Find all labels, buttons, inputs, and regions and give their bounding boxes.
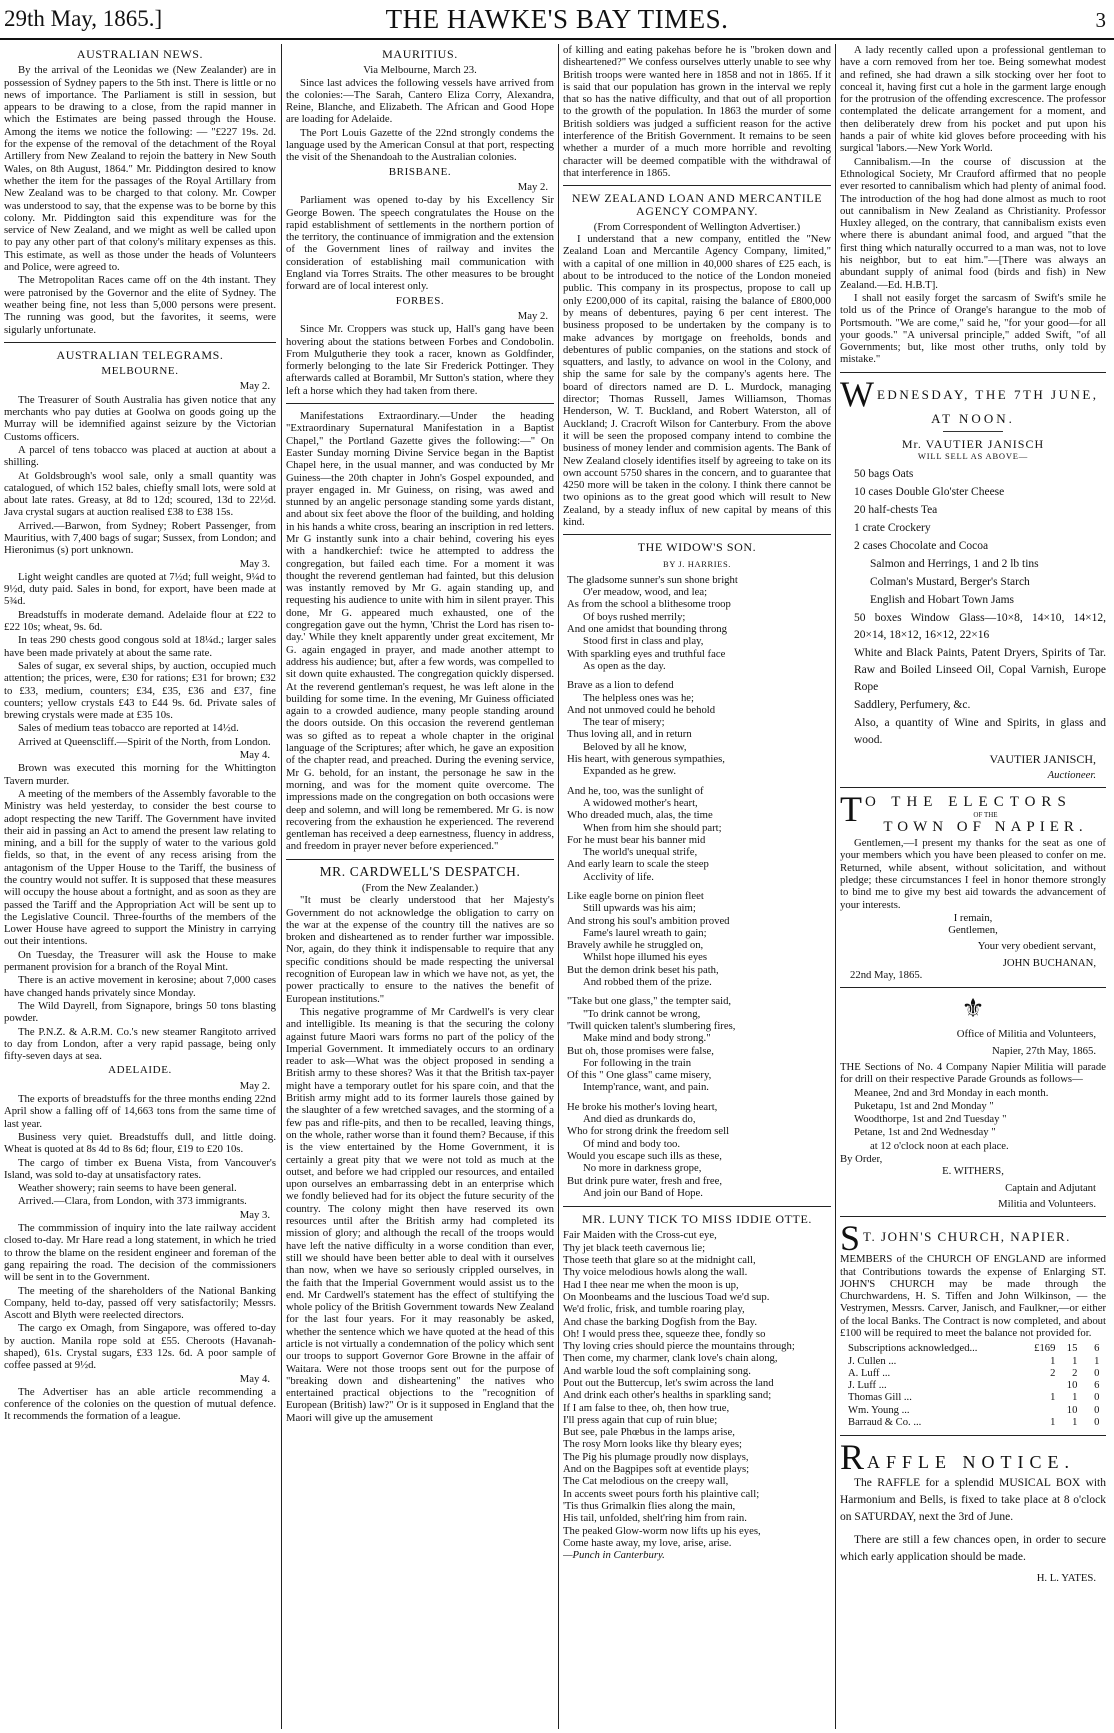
table-cell: 0 bbox=[1094, 1392, 1100, 1404]
ad-title: AFFLE NOTICE. bbox=[867, 1452, 1076, 1473]
poem-line: And he, too, was the sunlight of bbox=[567, 784, 704, 797]
table-cell: 0 bbox=[1094, 1417, 1100, 1429]
paragraph: Manifestations Extraordinary.—Under the heading "Extraordinary Supernatural Manifestation in a Baptist Chapel," the Portland Gazette gives the following:—" On Easter Sunday morning Divine Service began in the Baptist Chapel here, in the usual manner, and was conducted by Mr Guiness—the 20th chapter in John's Gospel expounded, and prayer engaged in. Mr Guiness, on rising, was awed and stunned by an angelic personage standing some yards distant, and about six feet above the floor of the building, and holding in his hands a white cross, bearing an inscription in red letters. Mr G instantly sunk into a chair behind, covering his eyes with a handkerchief: twice he attempted to address the congregation, but failed each time. For a moment it was thought the reverend gentleman had fainted, but this delusion was instantly removed by Mr G. again standing up, and requesting his audience to unite with him in silent prayer. This done, Mr G. appeared much exhausted, one of the congregation gave out the hymn, 'Christ the Lord has risen to-day.' While they knelt apparently under great excitement, Mr G. again engaged in prayer, and made another attempt to address his audience; but, after a few words, was compelled to sit down quite exhausted. The congregation quickly dispersed. At the reverend gentleman's request, he was left alone in the building for some time. In the evening, Mr Guiness officiated again to a crowded audience, many people standing around the doors outside. On this occasion the reverend gentleman was so gifted as to repeat a whole chapter in the original language of the Scriptures; after which, he gave an exposition of the chapter read, and preached. During the evening service, Mr G. behold, for an instant, the personage he saw in the morning, and was for the moment quite overcome. The impressions made on the congregation on both occasions were deep and solemn, and will long be remembered. Mr G. is now recovering from the exhaustion he experienced. The reverend gentleman has received a deep earnestness, fluency in address, and freedom in prayer never before experienced." bbox=[286, 410, 554, 853]
poem-line: Still upwards was his aim; bbox=[583, 902, 696, 915]
paragraph: On Tuesday, the Treasurer will ask the House to make permanent provision for a branch of the Royal Mint. bbox=[4, 948, 276, 974]
ad-subtitle: OF THE bbox=[973, 810, 998, 819]
column-4 bbox=[840, 44, 1106, 1729]
poem-line: Come haste away, my love, arise, arise. bbox=[563, 1536, 732, 1549]
poem-line: And early learn to scale the steep bbox=[567, 858, 709, 871]
ad-date: 22nd May, 1865. bbox=[850, 969, 923, 982]
paragraph: The RAFFLE for a splendid MUSICAL BOX with Harmonium and Bells, is fixed to take place at 8 o'clock on SATURDAY, next the 3rd of June. bbox=[840, 1476, 1106, 1523]
paragraph: Parliament was opened to-day by his Excellency Sir George Bowen. The speech congratulates the House on the rapid establishment of settlements in the northern portion of the territory, the continuance of immigration and the extension of the Government lines of railway and invites the consideration of establishing mail communication with England via Torres Straits. The other measures to be brought forward are of local interest only. bbox=[286, 194, 554, 293]
paragraph: of killing and eating pakehas before he is "broken down and disheartened?" We confess ourselves utterly unable to see why British troops were wanted here in 1858 and not in 1865. If it is said that our population has grown in the interval we reply that so has the native difficulty, and that out of all proportion to the growth of the population. In 1863 the murder of some British soldiers was judged a sufficient reason for the active interference of the British Government. It remains to be seen whether a murder of a much more horrible and revolting character will be deemed compatible with the withdrawal of that interference in 1865. bbox=[563, 44, 831, 179]
royal-crest-icon: ⚜ bbox=[961, 994, 985, 1024]
table-row bbox=[846, 1368, 1101, 1380]
table-cell: 10 bbox=[1066, 1404, 1078, 1416]
poem-line: The gladsome sunner's sun shone bright bbox=[567, 573, 738, 586]
list-item: Puketapu, 1st and 2nd Monday " bbox=[854, 1099, 994, 1112]
poem-attribution: —Punch in Canterbury. bbox=[563, 1549, 665, 1562]
drop-cap: W bbox=[840, 378, 874, 409]
paragraph: The exports of breadstuffs for the three months ending 22nd April show a falling off of 14,663 tons from the same time of last year. bbox=[4, 1093, 276, 1130]
list-item: 50 boxes Window Glass—10×8, 14×10, 14×12, 20×14, 18×12, 16×12, 22×16 bbox=[854, 611, 1106, 641]
table-cell: 1 bbox=[1050, 1355, 1056, 1367]
paragraph: The Wild Dayrell, from Signapore, brings 50 tons blasting powder. bbox=[4, 999, 276, 1025]
divider bbox=[4, 342, 276, 343]
ad-date: Napier, 27th May, 1865. bbox=[992, 1044, 1096, 1057]
poem-line: Of this " One glass" came misery, bbox=[567, 1069, 712, 1082]
poem-title: THE WIDOW'S SON. bbox=[637, 540, 757, 555]
table-cell: Subscriptions acknowledged... bbox=[848, 1343, 978, 1355]
paragraph: Weather showery; rain seems to have been general. bbox=[18, 1182, 237, 1195]
paragraph: Since Mr. Croppers was stuck up, Hall's gang have been hovering about the stations between Forbes and Condobolin. From Mulgutherie they took a racer, known as Goldfinder, formerly belonging to the late Sir Frederick Pottinger. They afterwards called at Borambil, Mr Sutton's station, where they left a horse which they had taken from there. bbox=[286, 323, 554, 397]
table-cell: Thomas Gill ... bbox=[848, 1392, 912, 1404]
dateline: May 2. bbox=[239, 1079, 270, 1092]
table-row bbox=[846, 1405, 1101, 1417]
poem-line: "Take but one glass," the tempter said, bbox=[567, 995, 732, 1008]
section-heading: NEW ZEALAND LOAN AND MERCANTILE AGENCY COMPANY. bbox=[571, 191, 823, 218]
source-line: (From the New Zealander.) bbox=[361, 882, 479, 894]
paragraph: In teas 290 chests good congous sold at 18¼d.; larger sales have been made privately at about the same rate. bbox=[4, 634, 276, 659]
poem-line: Expanded as he grew. bbox=[583, 765, 677, 778]
newspaper-title: THE HAWKE'S BAY TIMES. bbox=[385, 4, 729, 34]
drop-cap: T bbox=[840, 794, 862, 830]
table-cell: 15 bbox=[1066, 1343, 1078, 1355]
poem-line: Of mind and body too. bbox=[583, 1137, 681, 1150]
poem-line: Thy voice melodious howls along the wall. bbox=[563, 1266, 748, 1279]
poem-line: Acclivity of life. bbox=[583, 870, 654, 883]
paragraph: Light weight candles are quoted at 7½d; full weight, 9¼d to 9½d, duty paid. Sales in bond, for export, have been made at 5¾d. bbox=[4, 570, 276, 608]
poem-line: 'Twill quicken talent's slumbering fires, bbox=[567, 1019, 736, 1032]
paragraph: A lady recently called upon a professional gentleman to have a corn removed from her toe. Being somewhat modest and refined, she had drawn a silk stocking over her foot to conceal it, having first cut a hole in the garment large enough for the protrusion of the offending excrescence. The professor contemplated the delicate arrangement for a moment, and then deliberately drew from his pocket and put upon his hands a pair of white kid gloves before proceeding with his surgical 'labors.—New York World. bbox=[840, 44, 1106, 155]
poem-line: Those teeth that glare so at the midnight call, bbox=[563, 1254, 756, 1267]
office-line: Office of Militia and Volunteers, bbox=[956, 1028, 1096, 1041]
poem-line: With sparkling eyes and truthful face bbox=[567, 647, 726, 660]
poem-line: But the demon drink beset his path, bbox=[567, 963, 719, 976]
poem-line: I'll press again that cup of ruin blue; bbox=[563, 1413, 718, 1426]
paragraph: The cargo ex Omagh, from Singapore, was offered to-day by auction. Manila rope sold at £55. Cheroots (Havanah-shaped), 61s. Crystal sugars, £33 12s. 6d. A poor sample of coffee passed at 9½d. bbox=[4, 1322, 276, 1372]
closing: Gentlemen, bbox=[948, 924, 998, 937]
poem-line: As from the school a blithesome troop bbox=[567, 598, 731, 611]
item-list bbox=[840, 466, 1106, 749]
poem-line: Of boys rushed merrily; bbox=[583, 610, 686, 623]
page-number: 3 bbox=[1095, 8, 1106, 32]
paragraph: By the arrival of the Leonidas we (New Zealander) are in possession of Sydney papers to the 5th inst. There is little or no news of importance. The Parliament is still in session, but appears to be drawing to a close, from the rapid manner in which the Estimates are being passed through the House. Among the items we notice the following: — "£227 19s. 2d. for the expense of the removal of the detachment of the Royal Artillery from New Zealand to rejoin the battery in New South Wales, on 8th August, 1864." Mr. Piddington desired to know whether the item for the passages of the Royal Artillary from New Zealand was to be charged to that colony. Mr. Cowper was understood to say, that the expense was to be borne by this colony. Mr. Piddington said this expenditure was for the service of New Zealand, and we might as well be called upon to pay any other part of that colony's military expenses as this. This estimate, as well as those under the heads of Volunteers and Police, were agreed to. bbox=[4, 64, 276, 274]
list-item: Salmon and Herrings, 1 and 2 lb tins bbox=[870, 557, 1039, 570]
signature: E. WITHERS, bbox=[942, 1165, 1004, 1178]
poem-line: Who dreaded much, alas, the time bbox=[567, 809, 713, 822]
closing: I remain, bbox=[953, 911, 993, 924]
paragraph: THE Sections of No. 4 Company Napier Militia will parade for drill on their respective Parade Grounds as follows— bbox=[840, 1060, 1106, 1086]
paragraph: The cargo of timber ex Buena Vista, from Vancouver's Island, was sold to-day at unsatisfactory rates. bbox=[4, 1156, 276, 1181]
closing: By Order, bbox=[840, 1153, 883, 1166]
dateline: May 4. bbox=[239, 749, 270, 762]
divider bbox=[563, 1206, 831, 1207]
list-item: Meanee, 2nd and 3rd Monday in each month. bbox=[854, 1086, 1049, 1099]
column-3 bbox=[563, 44, 831, 1729]
table-cell: 1 bbox=[1050, 1417, 1056, 1429]
dateline: May 4. bbox=[239, 1372, 270, 1385]
paragraph: At Goldsbrough's wool sale, only a small quantity was catalogued, of which 152 bales, chiefly small lots, were sold at about late rates. Greasy, at 8d to 12d; scoured, 13d to 22½d. Java crystal sugars at auction realised £38 to £38 15s. bbox=[4, 469, 276, 519]
paragraph: Sales of medium teas tobacco are reported at 14½d. bbox=[18, 722, 239, 735]
table-cell bbox=[1032, 1405, 1057, 1417]
paragraph: I understand that a new company, entitled the "New Zealand Loan and Mercantile Agency Company, limited," with a capital of one million in 40,000 shares of £25 each, is about to be introduced to the notice of the London moneied public. This company in its prospectus, propose to call up only £200,000 of its capital, raising the balance of £800,000 by means of debentures, paying 6 per cent interest. The business proposed to be undertaken by the company is to make advances by mortgage on freeholds, bonds and debentures of public companies, on the stations and stock of squatters, and lastly, to advance on wool in the Colony, and ship the same for sale by the company's agents here. The board of directors named are D. L. Murdock, managing director; Thomas Russell, James Williamson, Thomas Henderson, W. T. Buckland, and Robert Waterston, all of Auckland; J. Cracroft Wilson for Canterbury. From the above it will be seen the proposed company intend to combine the business of money lender and commision agents. The Bank of New Zealand closely identifies itself by agreeing to take on its own account 5750 shares in the concern, and to guarantee that 4250 more will be taken in the colony. I think there cannot be two opinions as to the great good which will result to New Zealand, by a steady influx of new capital by means of this kind. bbox=[563, 233, 831, 528]
list-item: English and Hobart Town Jams bbox=[870, 593, 1014, 606]
paragraph: Arrived.—Barwon, from Sydney; Robert Passenger, from Mauritius, with 7,400 bags of sugar; Sussex, from London; and Hieronimus (s) port unknown. bbox=[4, 519, 276, 557]
poem-line: And drink each other's healths in sparkling sand; bbox=[563, 1389, 772, 1402]
poem-line: The tear of misery; bbox=[583, 716, 665, 729]
poem-line: Brave as a lion to defend bbox=[567, 679, 674, 692]
table-row bbox=[846, 1380, 1101, 1392]
poem-line: The world's unequal strife, bbox=[583, 846, 698, 859]
divider bbox=[840, 1216, 1106, 1217]
table-cell: 1 bbox=[1094, 1355, 1100, 1367]
poem-line: Had I thee near me when the moon is up, bbox=[563, 1278, 739, 1291]
table-cell: 6 bbox=[1094, 1343, 1100, 1355]
table-cell: 2 bbox=[1050, 1367, 1056, 1379]
auctioneer-name: Mr. VAUTIER JANISCH bbox=[901, 437, 1045, 452]
poem-line: And died as drunkards do, bbox=[583, 1113, 696, 1126]
divider bbox=[563, 534, 831, 535]
table-cell: 10 bbox=[1066, 1380, 1078, 1392]
list-item: 50 bags Oats bbox=[854, 467, 914, 480]
table-cell: 0 bbox=[1094, 1367, 1100, 1379]
paragraph: There are still a few chances open, in order to secure which early application should be made. bbox=[840, 1533, 1106, 1563]
list-item: White and Black Paints, Patent Dryers, Spirits of Tar. Raw and Boiled Linseed Oil, Copal Varnish, Europe Rope bbox=[854, 646, 1106, 693]
paragraph: Arrived at Queenscliff.—Spirit of the North, from London. bbox=[18, 735, 271, 748]
poem-line: On Moonbeams and the luscious Toad we'd sup. bbox=[563, 1290, 770, 1303]
table-row bbox=[846, 1417, 1101, 1429]
poem-line: When from him she should part; bbox=[583, 821, 722, 834]
list-item: 10 cases Double Glo'ster Cheese bbox=[854, 485, 1005, 498]
paragraph: The Port Louis Gazette of the 22nd strongly condems the language used by the American Consul at that port, respecting the visit of the Shenandoah to the Australian colonies. bbox=[286, 126, 554, 164]
table-cell: £169 bbox=[1034, 1343, 1056, 1355]
list-item: Saddlery, Perfumery, &c. bbox=[854, 698, 971, 711]
poem-line: But drink pure water, fresh and free, bbox=[567, 1174, 723, 1187]
poem-line: Oh! I would press thee, squeeze thee, fondly so bbox=[563, 1327, 766, 1340]
ad-title: T. JOHN'S CHURCH, NAPIER. bbox=[863, 1229, 1071, 1245]
poem-line: Fame's laurel wreath to gain; bbox=[583, 926, 707, 939]
poem-line: And strong his soul's ambition proved bbox=[567, 914, 730, 927]
paragraph: A parcel of tens tobacco was placed at auction at about a shilling. bbox=[4, 443, 276, 469]
signature: JOHN BUCHANAN, bbox=[1002, 956, 1096, 969]
poem-stanza bbox=[567, 679, 831, 777]
poem bbox=[563, 1229, 831, 1549]
signature-role: Auctioneer. bbox=[1047, 768, 1096, 781]
subheading: MELBOURNE. bbox=[101, 365, 179, 378]
issue-date: 29th May, 1865.] bbox=[4, 6, 163, 31]
list-item: Woodthorpe, 1st and 2nd Tuesday " bbox=[854, 1113, 1007, 1126]
table-row bbox=[846, 1392, 1101, 1404]
poem-stanza bbox=[567, 1101, 831, 1199]
table-cell: Wm. Young ... bbox=[848, 1404, 910, 1416]
poem-line: And one amidst that bounding throng bbox=[567, 623, 727, 636]
poem-line: And chase the barking Dogfish from the Bay. bbox=[563, 1315, 758, 1328]
subheading: ADELAIDE. bbox=[108, 1064, 172, 1077]
electors-advertisement bbox=[840, 794, 1106, 981]
list-item: 1 crate Crockery bbox=[854, 521, 931, 534]
paragraph: Sales of sugar, ex several ships, by auction, occupied much attention; the prices, were, £30 for rations; £31 for brown; £32 to £33, medium, counters; £34, £35, £36 and £37, fine counters; yellow crystals £43 to £44 9s. 6d. Private sales of brewing crystals were made at £35 10s. bbox=[4, 659, 276, 722]
parade-schedule bbox=[840, 1087, 1106, 1152]
dateline: Via Melbourne, March 23. bbox=[363, 64, 477, 77]
list-item: Petane, 1st and 2nd Wednesday " bbox=[854, 1126, 996, 1139]
closing: Your very obedient servant, bbox=[977, 940, 1096, 953]
list-item: 20 half-chests Tea bbox=[854, 503, 938, 516]
paragraph: The Metropolitan Races came off on the 4th instant. They were patronised by the Governor and the elite of Sydney. The weather being fine, not less than 5,000 persons were present. The running was good, but the favorites, it seems, were sigularly unfortunate. bbox=[4, 274, 276, 336]
poem-line: And warble loud the soft complaining song. bbox=[563, 1364, 751, 1377]
poem-line: "To drink cannot be wrong, bbox=[583, 1007, 701, 1020]
poem-line: Thus loving all, and in return bbox=[567, 728, 692, 741]
table-cell bbox=[1032, 1380, 1057, 1392]
poem-line: Whilst hope illumed his eyes bbox=[583, 951, 708, 964]
divider bbox=[840, 787, 1106, 788]
list-item: Colman's Mustard, Berger's Starch bbox=[870, 575, 1030, 588]
poem-line: Pout out the Buttercup, let's swim across the land bbox=[563, 1376, 774, 1389]
section-heading: AUSTRALIAN TELEGRAMS. bbox=[56, 347, 224, 362]
drop-cap: R bbox=[840, 1442, 865, 1475]
poem-line: O'er meadow, wood, and lea; bbox=[583, 586, 708, 599]
poem-line: For he must bear his banner mid bbox=[567, 833, 706, 846]
dateline: May 3. bbox=[239, 1208, 270, 1221]
poem-line: As open as the day. bbox=[583, 659, 666, 672]
paragraph: The meeting of the shareholders of the National Banking Company, held to-day, passed off very satisfactorily; Messrs. Ascott and Blyth were reelected directors. bbox=[4, 1284, 276, 1322]
paragraph: I shall not easily forget the sarcasm of Swift's smile he told us of the Prince of Orange's harangue to the mob of Portsmouth. "We are come," said he, "for your good—for all your goods." "A universal principle," added Swift, "of all Governments; but, like most other truths, only told by mistake." bbox=[840, 291, 1106, 366]
section-heading: AUSTRALIAN NEWS. bbox=[76, 47, 204, 61]
divider bbox=[286, 403, 554, 404]
signature-role: Captain and Adjutant bbox=[1005, 1181, 1096, 1194]
poem-line: The rosy Morn looks like thy bleary eyes; bbox=[563, 1438, 742, 1451]
paragraph: Cannibalism.—In the course of discussion at the Ethnological Society, Mr Crauford affirmed that no people ever resorted to cannibalism which had plenty of animal food. The introduction of the hog had done almost as much to root out cannibalism in New Zealand as Christianity. Professor Huxley alleged, on the contrary, that cannibalism exists even where there is abundant animal food, and argued "that the first thing which naturally occurred to a man was, not to love his neighbor, but to eat him."—[There was always an abundant supply of animal food (birds and fish) in New Zealand.—Ed. H.B.T]. bbox=[840, 155, 1106, 291]
paragraph: Brown was executed this morning for the Whittington Tavern murder. bbox=[4, 762, 276, 787]
column-1 bbox=[4, 44, 276, 1729]
table-cell: 2 bbox=[1072, 1367, 1078, 1379]
poem-line: Bravely awhile he struggled on, bbox=[567, 939, 704, 952]
source-line: (From Correspondent of Wellington Advertiser.) bbox=[593, 220, 801, 233]
poem-line: And on the Bagpipes soft at eventide plays; bbox=[563, 1463, 750, 1476]
poem-line: We'd frolic, frisk, and tumble roaring play, bbox=[563, 1303, 745, 1316]
paragraph: The commmission of inquiry into the late railway accident closed to-day. Mr Hare read a long statement, in which he tried to throw the blame on the resident engineer and foreman of the gang repairing the road. The decision of the commissioners will be sent in to the Government. bbox=[4, 1222, 276, 1284]
table-cell: Barraud & Co. ... bbox=[848, 1417, 922, 1429]
poem-line: His heart, with generous sympathies, bbox=[567, 753, 725, 766]
poem-line: Like eagle borne on pinion fleet bbox=[567, 890, 704, 902]
raffle-advertisement bbox=[840, 1442, 1106, 1584]
poem-line: A widowed mother's heart, bbox=[583, 796, 698, 809]
poem-line: Then come, my charmer, clank love's chain along, bbox=[563, 1352, 778, 1365]
table-cell: 1 bbox=[1050, 1392, 1056, 1404]
ad-title: O THE ELECTORS bbox=[865, 794, 1072, 811]
poem bbox=[563, 574, 831, 1199]
poem-stanza bbox=[567, 995, 831, 1093]
paragraph: Breadstuffs in moderate demand. Adelaide flour at £22 to £22 10s; wheat, 9s. 6d. bbox=[4, 608, 276, 634]
list-item: 2 cases Chocolate and Cocoa bbox=[854, 539, 989, 552]
poem-line: But see, pale Phœbus in the lamps arise, bbox=[563, 1426, 735, 1439]
paragraph: Business very quiet. Breadstuffs dull, and little doing. Wheat is quoted at 8s 4d to 8s 6d; flour, £19 to £20 10s. bbox=[4, 1130, 276, 1156]
paragraph: A meeting of the members of the Assembly favorable to the Ministry was held yesterday, to consider the best course to adopt respecting the new Tariff. The Government have invited their aid in passing an Act to amend the present law relating to mining, and a bill for the supply of water to the various gold fields, so that, in the event of any recess arising from the antagonism of the Upper House to the Tariff, the business of the country would not suffer. It is supposed that these measures will occupy the house about a fortnight, and as soon as they are passed the Tariff and the Appropriation Act will be sent up to the Legislative Council. Three-fourths of the members of the Lower House have agreed to support the Ministry in carrying out their intentions. bbox=[4, 787, 276, 948]
poem-line: Fair Maiden with the Cross-cut eye, bbox=[563, 1229, 717, 1242]
poem-line: Thy jet black teeth cavernous lie; bbox=[563, 1241, 706, 1254]
poem-line: Would you escape such ills as these, bbox=[567, 1149, 722, 1162]
subscriptions-table bbox=[846, 1343, 1101, 1429]
dateline: May 2. bbox=[239, 380, 270, 393]
poem-line: He broke his mother's loving heart, bbox=[567, 1100, 718, 1113]
poem-line: For following in the train bbox=[583, 1056, 692, 1069]
column-rule bbox=[835, 44, 836, 1729]
table-cell: 1 bbox=[1072, 1417, 1078, 1429]
poem-line: No more in darkness grope, bbox=[583, 1162, 702, 1175]
table-cell: J. Cullen ... bbox=[848, 1355, 897, 1367]
dateline: May 3. bbox=[239, 557, 270, 570]
poem-line: His tail, unfolded, shelt'ring him from rain. bbox=[563, 1512, 747, 1525]
divider bbox=[563, 185, 831, 186]
section-heading: MR. CARDWELL'S DESPATCH. bbox=[319, 863, 521, 879]
paragraph: Since last advices the following vessels have arrived from the colonies:—The Sarah, Cantero Eliza Corry, Alexandra, Reine, Blanche, and Elizabeth. The African and Good Hope are loading for Adelaide. bbox=[286, 76, 554, 126]
ad-title: AT NOON. bbox=[931, 410, 1015, 426]
poem-line: Make mind and body strong." bbox=[583, 1032, 711, 1045]
poem-line: And join our Band of Hope. bbox=[583, 1186, 703, 1199]
auction-advertisement bbox=[840, 379, 1106, 781]
signature-role: Militia and Volunteers. bbox=[998, 1197, 1096, 1210]
paragraph: The P.N.Z. & A.R.M. Co.'s new steamer Rangitoto arrived to day from London, after a very rapid passage, being only fifty-seven days at sea. bbox=[4, 1025, 276, 1063]
poem-line: Intemp'rance, want, and pain. bbox=[583, 1081, 709, 1094]
poem-stanza bbox=[567, 890, 831, 988]
divider bbox=[286, 859, 554, 860]
column-rule bbox=[281, 44, 282, 1729]
divider bbox=[840, 987, 1106, 988]
poem-title: MR. LUNY TICK TO MISS IDDIE OTTE. bbox=[581, 1212, 813, 1227]
table-cell: 6 bbox=[1094, 1380, 1100, 1392]
militia-advertisement bbox=[840, 994, 1106, 1210]
signature: VAUTIER JANISCH, bbox=[989, 751, 1096, 766]
section-heading: MAURITIUS. bbox=[382, 47, 458, 61]
poem-line: But oh, those promises were false, bbox=[567, 1044, 714, 1057]
ad-title: TOWN OF NAPIER. bbox=[883, 818, 1088, 834]
signature: H. L. YATES. bbox=[1036, 1571, 1096, 1584]
poem-line: The Cat melodious on the creepy wall, bbox=[563, 1475, 729, 1488]
poem-stanza bbox=[567, 574, 831, 672]
table-cell: A. Luff ... bbox=[848, 1367, 891, 1379]
list-item: at 12 o'clock noon at each place. bbox=[870, 1139, 1009, 1152]
poem-line: The peaked Glow-worm now lifts up his eyes, bbox=[563, 1524, 761, 1537]
poem-line: The helpless ones was he; bbox=[583, 691, 695, 704]
paragraph: "It must be clearly understood that her Majesty's Government do not acknowledge the obligation to carry on the war at the expense of the country till the natives are so broken and disheartened as to render further war impossible. Nor, again, do they think it indispensable to require that any specific conditions should be made respecting the universal recognition of European law in which we have not, as yet, the power practically to ensure to the natives the benefit of European institutions." bbox=[286, 894, 554, 1005]
paragraph: There is an active movement in kerosine; about 7,000 cases have changed hands privately since Monday. bbox=[4, 974, 276, 999]
ad-subtitle: WILL SELL AS ABOVE— bbox=[917, 451, 1029, 462]
dateline: May 2. bbox=[517, 309, 548, 322]
subheading: FORBES. bbox=[395, 294, 445, 307]
poem-line: Beloved by all he know, bbox=[583, 740, 687, 753]
paragraph: Arrived.—Clara, from London, with 373 immigrants. bbox=[18, 1195, 247, 1208]
ad-title: EDNESDAY, THE 7TH JUNE, bbox=[876, 386, 1099, 402]
poem-line: And not unmoved could he behold bbox=[567, 703, 716, 716]
table-cell: 0 bbox=[1094, 1404, 1100, 1416]
table-row bbox=[846, 1356, 1101, 1368]
poem-stanza bbox=[567, 785, 831, 883]
column-rule bbox=[558, 44, 559, 1729]
paragraph: Gentlemen,—I present my thanks for the seat as one of your members which you have been pleased to confer on me. Returned, while absent, without solicitation, and without pledge; these circumstances I feel in honor themore strongly to bind me to give my best aid towards the advancement of your interests. bbox=[840, 837, 1106, 911]
paragraph: The Advertiser has an able article recommending a conference of the colonies on the question of mutual defence. It recommends the formation of a league. bbox=[4, 1385, 276, 1423]
paragraph: This negative programme of Mr Cardwell's is very clear and intelligible. Its meaning is that the securing the colony against future Maori wars forms no part of the policy of the Imperial Government. It immediately occurs to an ordinary reader to ask—What was the object proposed in sending a British army to these shores? Was it that the British tax-payer might have a temporary outlet for his spare coin, and that the British army might add to its former laurels those gained by the slaughter of a few wretched savages, and the storming of a few pas and rifle-pits, and then to be recalled, leaving things, on the whole, rather worse than it found them? Because, if this is the view entertained by the Home Government, it is certainly a great pity that we were not told as much at the outset, and before we had crippled our resources, and entailed upon ourselves an embarrassing debt in an enterprise which we fondly believed had for its object the future security of the country. The colony might then have reserved its own resources until after the British army had completed its mission of glory; and although the recall of the troops would have left the native difficulty in a worse condition than ever, still we should have been better able to deal with it ourselves than now, when we have so seriously crippled ourselves, in the faith that the Imperial Government would assist us to the end. Mr Cardwell's statement has the effect of stultifying the whole policy of the British Government towards New Zealand for the last four years. For it may reasonably be asked, whether the sentence which we have quoted at the head of this article is not virtually a condemnation of the policy which sent our troops to support Governor Gore Browne in the affair of Waitara. Were not those troops sent out for the purpose of "breaking down and disheartening" the natives who entertained practical objections to the "recognition of European (British) law?" Or is it supposed in England that the Maori will give up the amusement bbox=[286, 1005, 554, 1424]
divider bbox=[840, 1435, 1106, 1436]
poem-line: Stood first in class and play, bbox=[583, 635, 704, 648]
table-cell: J. Luff ... bbox=[848, 1380, 887, 1392]
subheading: BRISBANE. bbox=[388, 165, 452, 178]
masthead bbox=[0, 0, 1114, 40]
poem-line: The Pig his plumage proudly now displays, bbox=[563, 1450, 749, 1463]
paragraph: MEMBERS of the CHURCH OF ENGLAND are informed that Contributions towards the expense of Enlarging ST. JOHN'S CHURCH may be made through the Churchwardens, H. S. Tiffen and John Wilkinson, — the Vestrymen, Messrs. Carver, Janisch, and Faulkner,—or either of the local Banks. The Contract is now completed, and about £100 will be required to meet the balance not provided for. bbox=[840, 1253, 1106, 1339]
table-cell: 1 bbox=[1072, 1355, 1078, 1367]
list-item: Also, a quantity of Wine and Spirits, in glass and wood. bbox=[854, 716, 1106, 746]
divider bbox=[840, 372, 1106, 373]
drop-cap: S bbox=[840, 1223, 861, 1254]
church-advertisement bbox=[840, 1223, 1106, 1429]
table-cell: 1 bbox=[1072, 1392, 1078, 1404]
paragraph: The Treasurer of South Australia has given notice that any merchants who pay duties at Goolwa on goods going up the Murray will be idemnified against seizure by the Victorian Customs officers. bbox=[4, 393, 276, 443]
column-2 bbox=[286, 44, 554, 1729]
poem-line: And robbed them of the prize. bbox=[583, 976, 712, 989]
table-row bbox=[846, 1343, 1101, 1355]
poem-line: If I am false to thee, oh, then how true, bbox=[563, 1401, 730, 1414]
poem-line: Who for strong drink the freedom sell bbox=[567, 1125, 730, 1138]
poem-line: Thy loving cries should pierce the mountains through; bbox=[563, 1340, 795, 1353]
poem-line: 'Tis thus Grimalkin flies along the main, bbox=[563, 1499, 736, 1512]
dateline: May 2. bbox=[517, 180, 548, 193]
poem-line: In accents sweet pours forth his plaintive call; bbox=[563, 1487, 760, 1500]
poem-byline: BY J. HARRIES. bbox=[662, 558, 732, 569]
